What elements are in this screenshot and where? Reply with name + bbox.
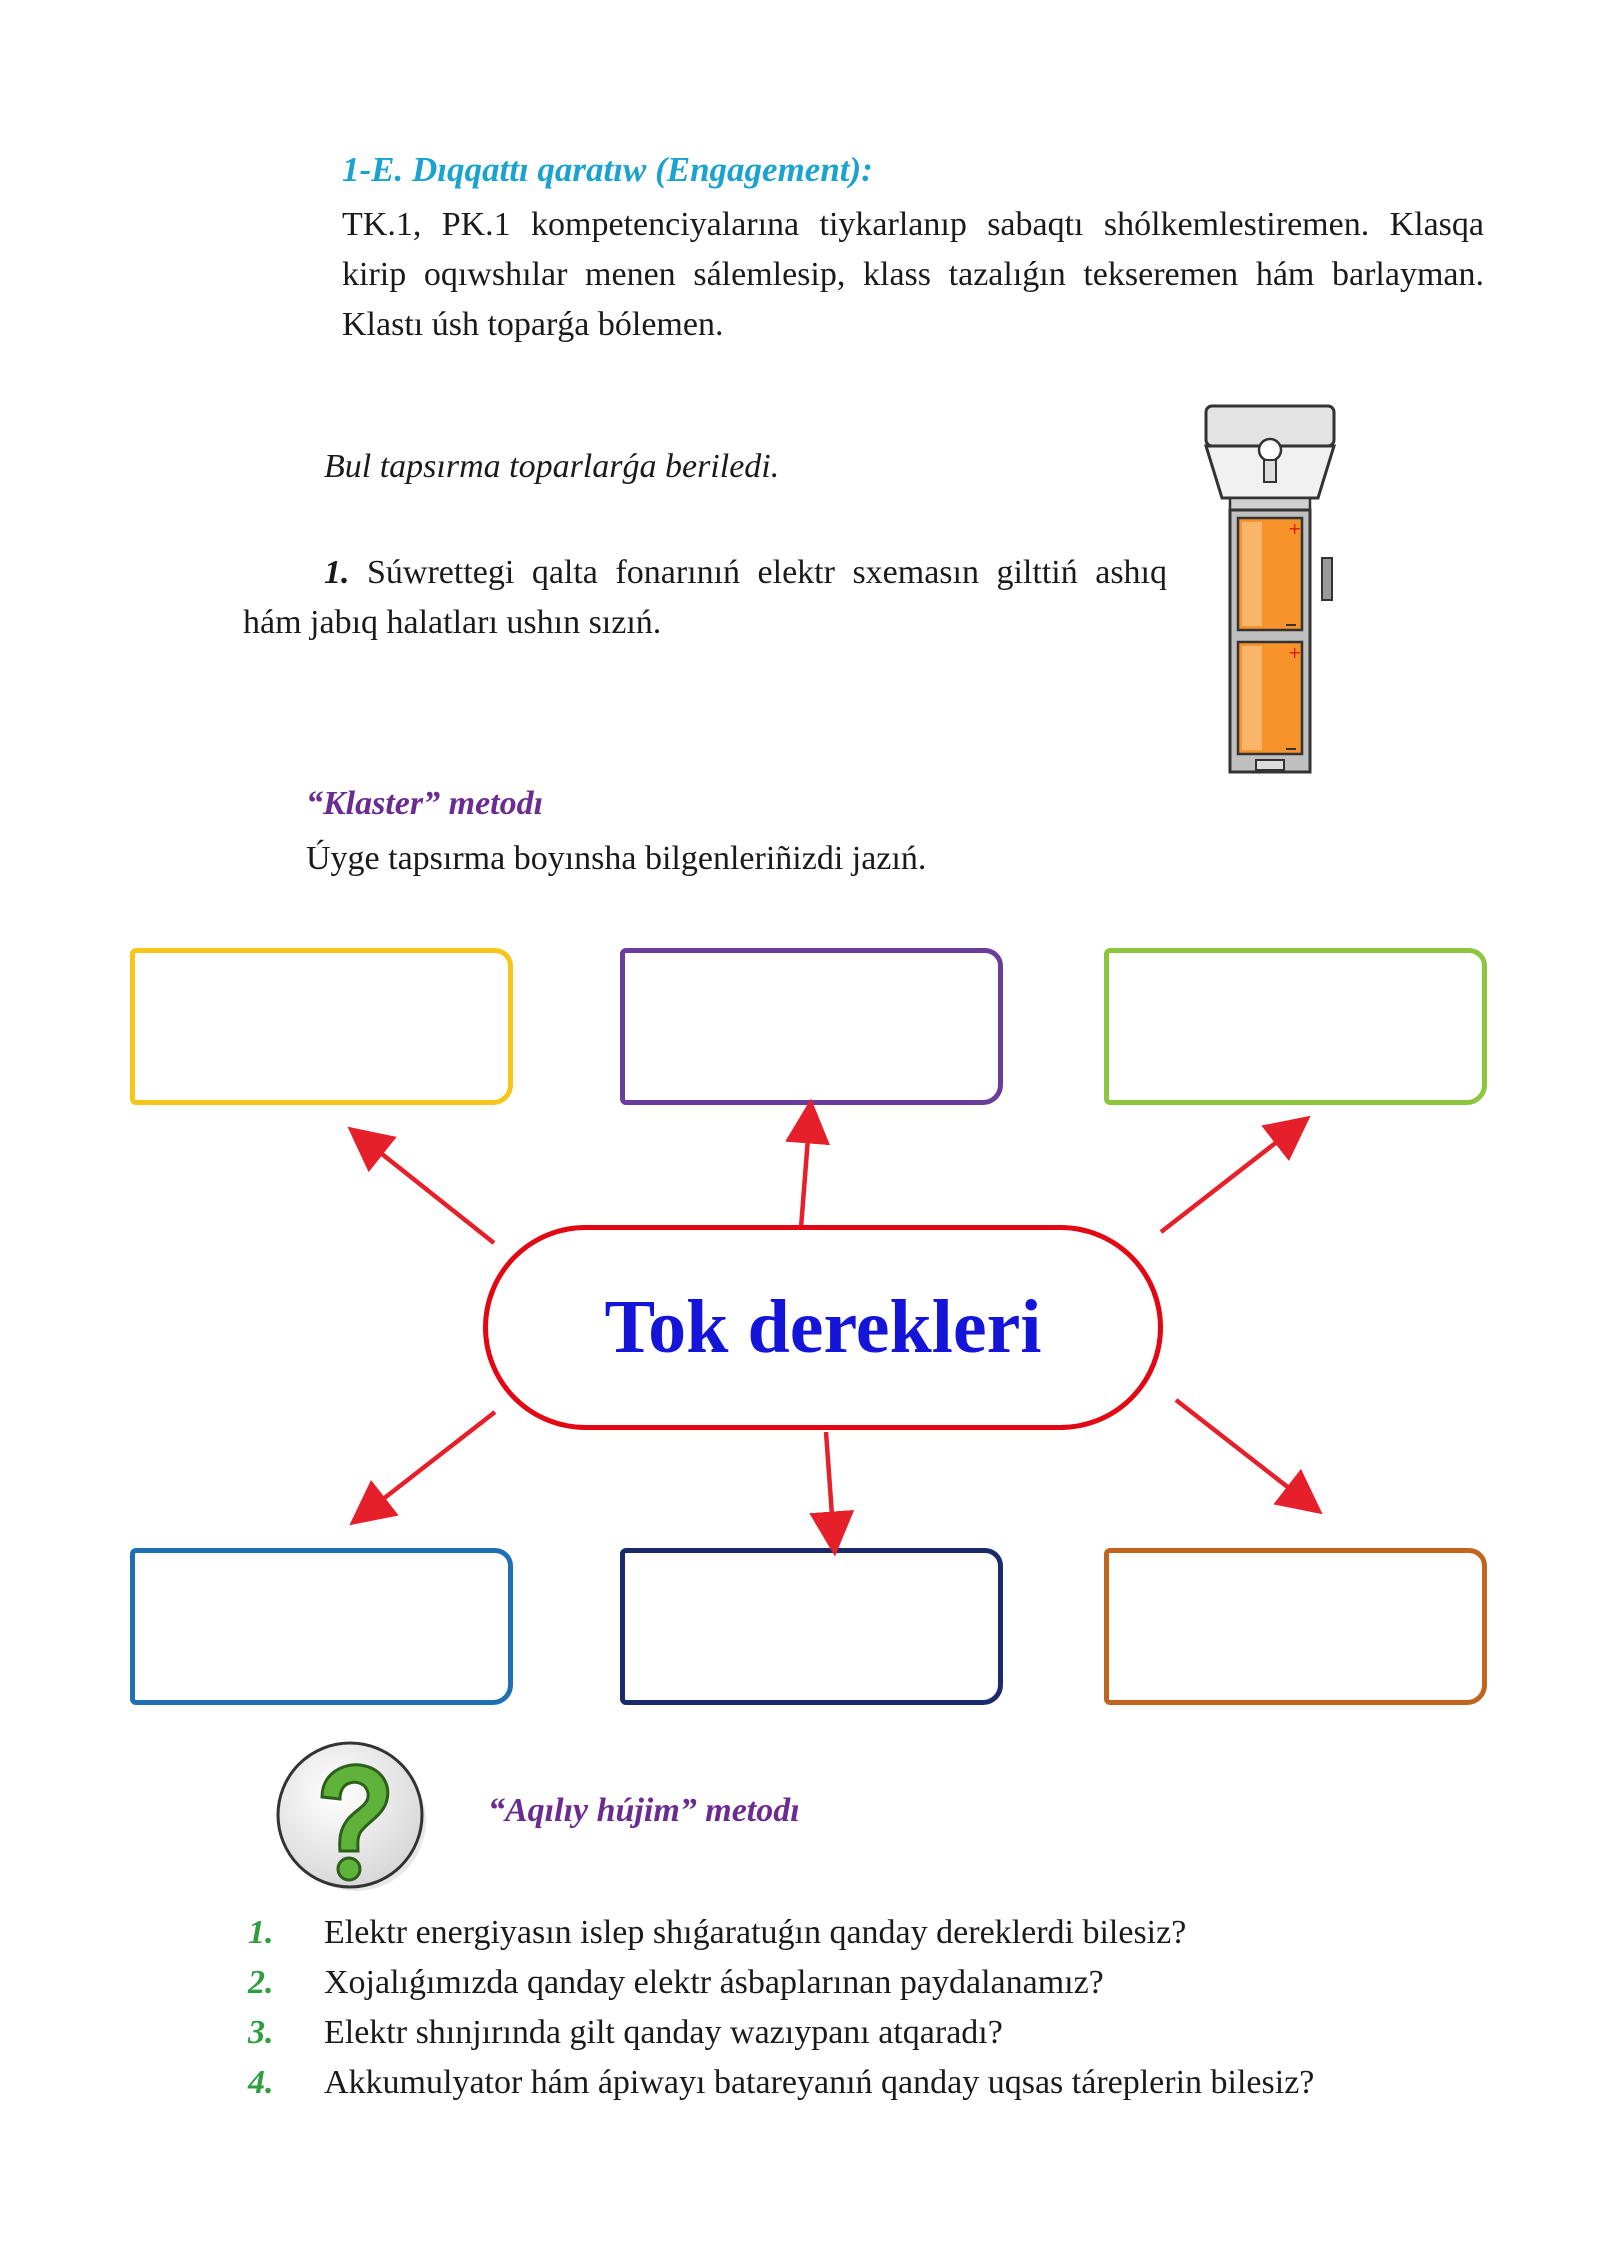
- arrow-to-bottom-center: [826, 1432, 834, 1543]
- list-item: [248, 1958, 1548, 2008]
- task-text: Súwrettegi qalta fonarınıń elektr sxemasın gilttiń ashıq hám jabıq halatları ushın sızıń.: [243, 554, 1167, 641]
- question-text: Elektr energiyasın islep shıǵaratuǵın qanday dereklerdi bilesiz?: [324, 1914, 1187, 1951]
- list-item: [248, 2058, 1548, 2108]
- question-mark-icon: [270, 1735, 430, 1895]
- aqily-title: “Aqılıy hújim” metodı: [488, 1792, 800, 1829]
- question-number: 1.: [248, 1914, 274, 1951]
- task-number: 1.: [324, 554, 350, 591]
- list-item: [248, 2008, 1548, 2058]
- arrow-to-top-left: [358, 1135, 494, 1243]
- question-number: 3.: [248, 2014, 274, 2051]
- arrow-to-bottom-right: [1176, 1400, 1312, 1506]
- question-text: Xojalıǵımızda qanday elektr ásbaplarınan paydalanamız?: [324, 1964, 1104, 2001]
- list-item: [248, 1908, 1548, 1958]
- arrow-to-bottom-left: [360, 1412, 495, 1517]
- engagement-paragraph: TK.1, PK.1 kompetenciyalarına tiykarlanıp sabaqtı shólkemlestiremen. Klasqa kirip oqıwshılar menen sálemlesip, klass tazalıǵın tekseremen hám barlayman. Klastı úsh toparǵa bólemen.: [342, 206, 1484, 343]
- question-list: [248, 1908, 1548, 2108]
- klaster-instruction: Úyge tapsırma boyınsha bilgenleriñizdi jazıń.: [306, 840, 927, 877]
- svg-text:+: +: [1288, 643, 1302, 662]
- arrow-to-top-center: [801, 1112, 810, 1228]
- klaster-title: “Klaster” metodı: [306, 785, 544, 822]
- cluster-center-label: Tok derekleri: [604, 1285, 1042, 1369]
- question-text: Elektr shınjırında gilt qanday wazıypanı atqaradı?: [324, 2014, 1003, 2051]
- arrow-to-top-right: [1161, 1124, 1300, 1232]
- svg-text:+: +: [1288, 519, 1302, 538]
- question-text: Akkumulyator hám ápiwayı batareyanıń qanday uqsas tárеplerin bilesiz?: [324, 2064, 1315, 2101]
- question-number: 2.: [248, 1964, 274, 2001]
- engagement-heading: 1-E. Dıqqattı qaratıw (Engagement):: [342, 150, 873, 189]
- task-note: Bul tapsırma toparlarǵa beriledi.: [324, 448, 780, 485]
- question-number: 4.: [248, 2064, 274, 2101]
- cluster-center: [483, 1225, 1163, 1430]
